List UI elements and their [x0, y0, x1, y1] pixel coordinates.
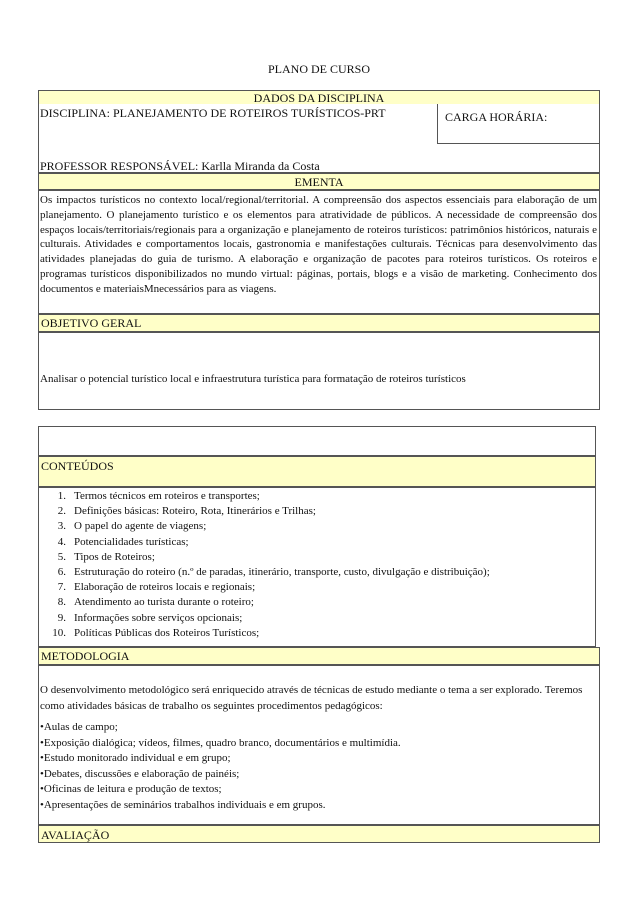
ementa-header: EMENTA [38, 173, 600, 190]
objetivo-header: OBJETIVO GERAL [38, 314, 600, 332]
list-item: •Estudo monitorado individual e em grupo; [40, 752, 231, 764]
objetivo-text: Analisar o potencial turístico local e infraestrutura turística para formatação de roteiros turísticos [40, 373, 466, 385]
list-item: •Oficinas de leitura e produção de textos; [40, 783, 222, 795]
list-item: •Exposição dialógica; vídeos, filmes, quadro branco, documentários e multimídia. [40, 736, 401, 749]
disciplina-field: DISCIPLINA: PLANEJAMENTO DE ROTEIROS TURÍSTICOS-PRT [40, 106, 386, 120]
carga-horaria-field: CARGA HORÁRIA: [445, 110, 548, 124]
dados-disciplina-header: DADOS DA DISCIPLINA [39, 91, 599, 104]
carga-divider [437, 104, 438, 144]
metodologia-bullets [40, 720, 595, 813]
list-item: 9. Informações sobre serviços opcionais; [57, 611, 243, 624]
list-item: 7. Elaboração de roteiros locais e regionais; [57, 581, 256, 594]
avaliacao-header: AVALIAÇÃO [38, 825, 600, 843]
conteudos-list [40, 489, 590, 641]
conteudos-header: CONTEÚDOS [38, 456, 596, 487]
empty-row [38, 426, 596, 456]
list-item: 2. Definições básicas: Roteiro, Rota, Itinerários e Trilhas; [57, 505, 316, 518]
list-item: •Debates, discussões e elaboração de painéis; [40, 767, 240, 780]
ementa-text: Os impactos turísticos no contexto local/regional/territorial. A compreensão dos aspectos essenciais para elaboração de um planejamento. O planejamento turístico e os elementos para atratividade de públicos. A necessidade de compreensão dos espaços locais/territoriais/regionais para a organização e planejamento de roteiros turísticos: patrimônios históricos, naturais e culturais. Atividades e comportamentos locais, gastronomia e manifestações culturais. Técnicas para desenvolvimento das atividades planejadas do guia de turismo. A elaboração e organização de pacotes para roteiros turísticos. Os roteiros e programas turísticos disponibilizados no mundo virtual: páginas, portais, blogs e a visão de marketing. Conhecimento dos documentos e materiaisMnecessários para as viagens. [40, 194, 597, 295]
list-item: 4. Potencialidades turísticas; [57, 535, 189, 548]
page-title: PLANO DE CURSO [267, 62, 370, 76]
list-item: •Apresentações de seminários trabalhos individuais e em grupos. [40, 798, 326, 811]
list-item: 8. Atendimento ao turista durante o roteiro; [57, 596, 254, 609]
objetivo-section [38, 332, 600, 410]
row-divider [437, 143, 599, 144]
professor-field: PROFESSOR RESPONSÁVEL: Karlla Miranda da Costa [40, 159, 320, 173]
list-item: 10. Políticas Públicas dos Roteiros Turísticos; [52, 626, 260, 639]
list-item: •Aulas de campo; [40, 721, 118, 733]
list-item: 5. Tipos de Roteiros; [57, 550, 155, 563]
list-item: 3. O papel do agente de viagens; [57, 520, 207, 533]
metodologia-intro: O desenvolvimento metodológico será enriquecido através de técnicas de estudo mediante o tema a ser explorado. Teremos como atividades básicas de trabalho os seguintes procedimentos pedagógicos: [40, 684, 583, 712]
metodologia-header: METODOLOGIA [38, 647, 600, 665]
list-item: 6. Estruturação do roteiro (n.º de paradas, itinerário, transporte, custo, divulgação e distribuição); [57, 566, 490, 579]
list-item: 1. Termos técnicos em roteiros e transportes; [57, 490, 260, 502]
